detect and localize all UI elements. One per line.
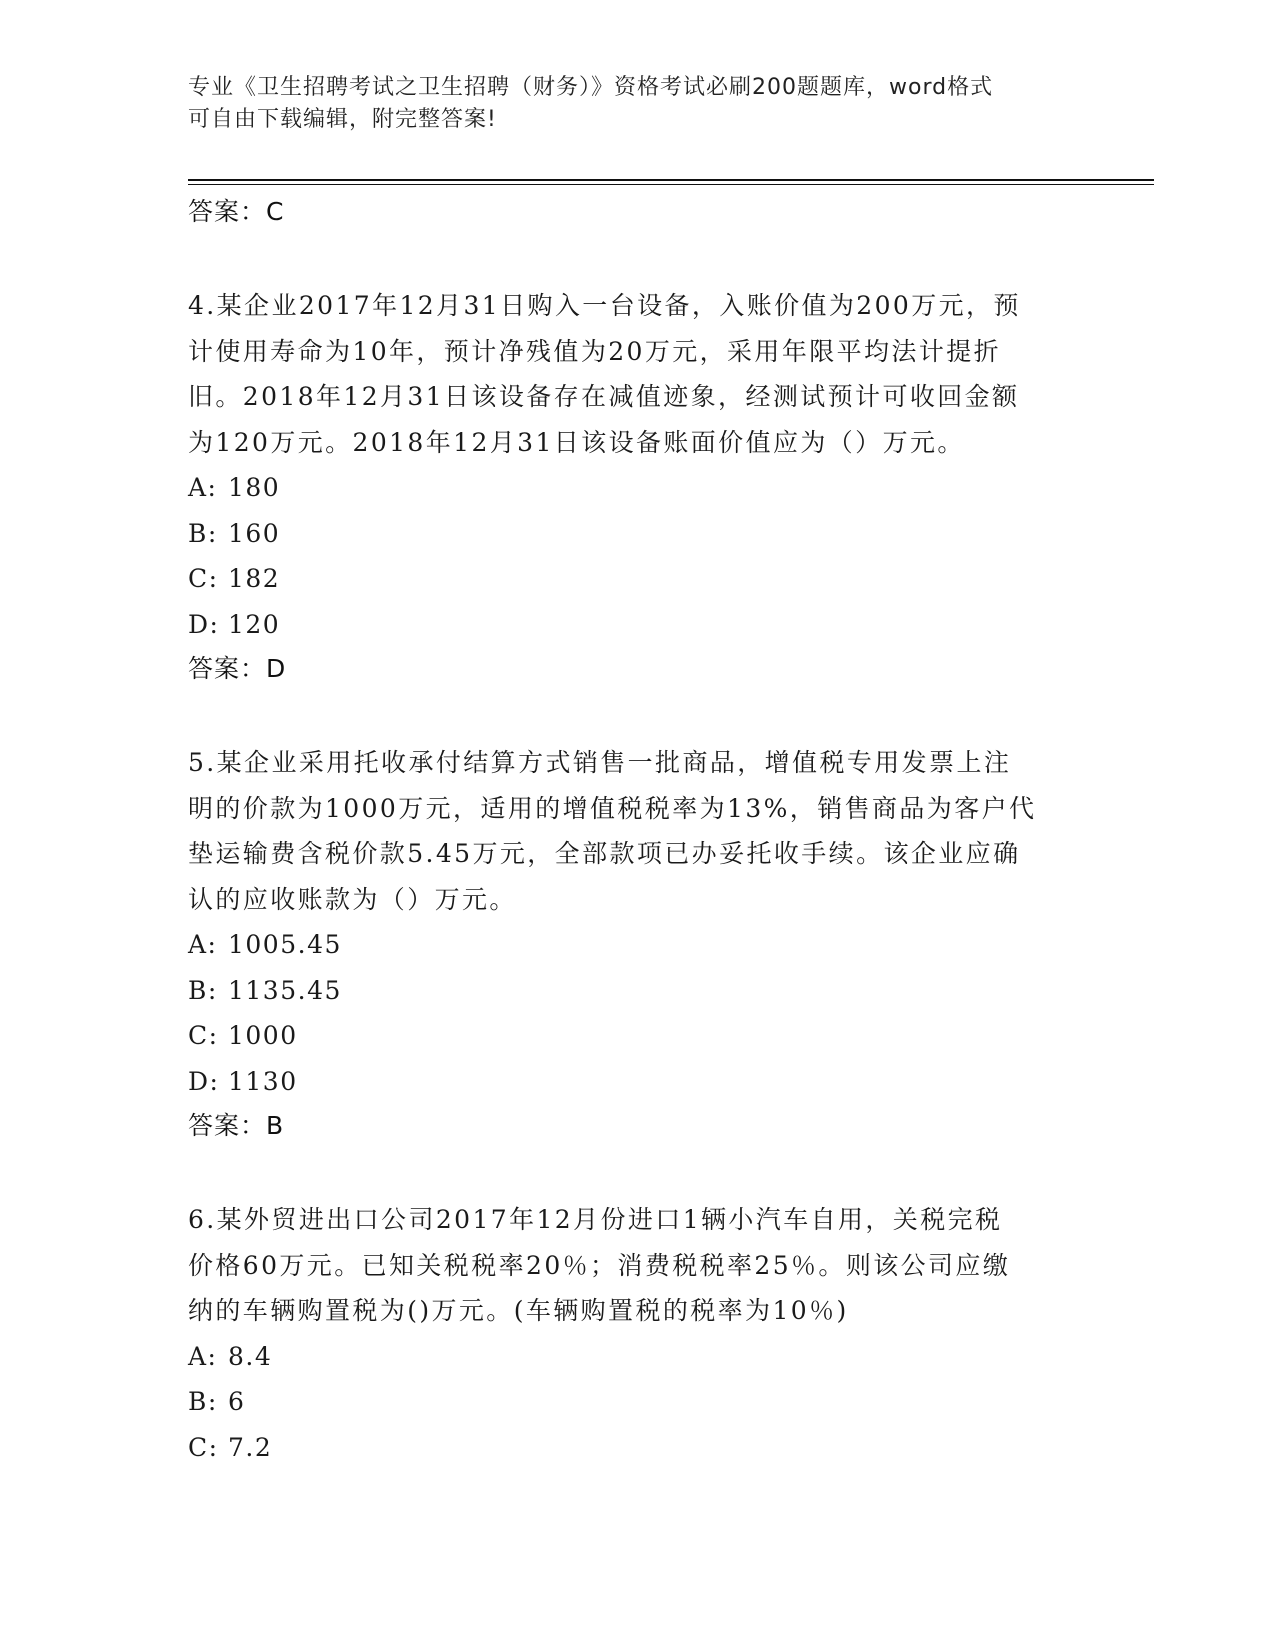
option-text: 1130 (228, 1066, 298, 1096)
question-line: 6.某外贸进出口公司2017年12月份进口1辆小汽车自用，关税完税 (188, 1205, 1003, 1234)
option-letter: B: (188, 518, 218, 548)
question-line: 纳的车辆购置税为()万元。(车辆购置税的税率为10％) (188, 1296, 849, 1325)
option-letter: A: (188, 1341, 218, 1371)
question-line: 4.某企业2017年12月31日购入一台设备，入账价值为200万元，预 (188, 291, 1021, 320)
question-6 (188, 1197, 1088, 1470)
option-letter: D: (188, 609, 220, 639)
option-d (188, 1059, 1088, 1105)
option-letter: B: (188, 975, 218, 1005)
option-letter: D: (188, 1066, 220, 1096)
option-d (188, 602, 1088, 648)
question-4-stem (188, 283, 1088, 465)
option-text: 1005.45 (228, 930, 342, 959)
question-line: 5.某企业采用托收承付结算方式销售一批商品，增值税专用发票上注 (188, 748, 1012, 777)
option-text: 120 (228, 609, 281, 639)
option-a (188, 1334, 1088, 1380)
question-line: 为120万元。2018年12月31日该设备账面价值应为（）万元。 (188, 427, 965, 457)
option-text: 7.2 (228, 1432, 273, 1462)
header-divider-thin (188, 184, 1154, 185)
option-b (188, 968, 1088, 1014)
option-a (188, 922, 1088, 968)
option-text: 6 (228, 1387, 246, 1416)
question-4-answer: 答案：D (188, 654, 287, 683)
option-b (188, 1379, 1088, 1425)
question-5-answer: 答案：B (188, 1111, 285, 1140)
option-letter: C: (188, 1021, 219, 1050)
question-4 (188, 283, 1088, 691)
question-line: 认的应收账款为（）万元。 (188, 884, 517, 914)
option-c (188, 1013, 1088, 1059)
option-text: 1135.45 (228, 975, 342, 1005)
question-5 (188, 740, 1088, 1148)
question-line: 明的价款为1000万元，适用的增值税税率为13%，销售商品为客户代 (188, 793, 1037, 823)
question-line: 计使用寿命为10年，预计净残值为20万元，采用年限平均法计提折 (188, 336, 1002, 366)
option-c (188, 556, 1088, 602)
option-b (188, 511, 1088, 557)
header-line-1: 专业《卫生招聘考试之卫生招聘（财务）》资格考试必刷200题题库，word格式 (188, 75, 994, 100)
question-5-stem (188, 740, 1088, 922)
option-text: 180 (228, 473, 281, 502)
question-list (188, 190, 1088, 1470)
option-text: 1000 (228, 1021, 298, 1050)
question-line: 价格60万元。已知关税税率20％；消费税税率25％。则该公司应缴 (188, 1250, 1011, 1280)
question-6-stem (188, 1197, 1088, 1334)
header-line-2: 可自由下载编辑，附完整答案! (188, 107, 497, 132)
option-text: 8.4 (228, 1341, 273, 1371)
question-line: 垫运输费含税价款5.45万元，全部款项已办妥托收手续。该企业应确 (188, 839, 1021, 868)
header-divider-thick (188, 179, 1154, 181)
previous-answer: 答案：C (188, 197, 285, 226)
document-header (188, 72, 1068, 136)
option-letter: C: (188, 564, 219, 593)
option-letter: A: (188, 930, 218, 959)
option-letter: C: (188, 1432, 219, 1462)
option-text: 160 (228, 518, 281, 548)
option-letter: B: (188, 1387, 218, 1416)
option-a (188, 465, 1088, 511)
option-text: 182 (228, 564, 281, 593)
option-letter: A: (188, 473, 218, 502)
option-c (188, 1425, 1088, 1471)
question-line: 旧。2018年12月31日该设备存在减值迹象，经测试预计可收回金额 (188, 382, 1020, 411)
